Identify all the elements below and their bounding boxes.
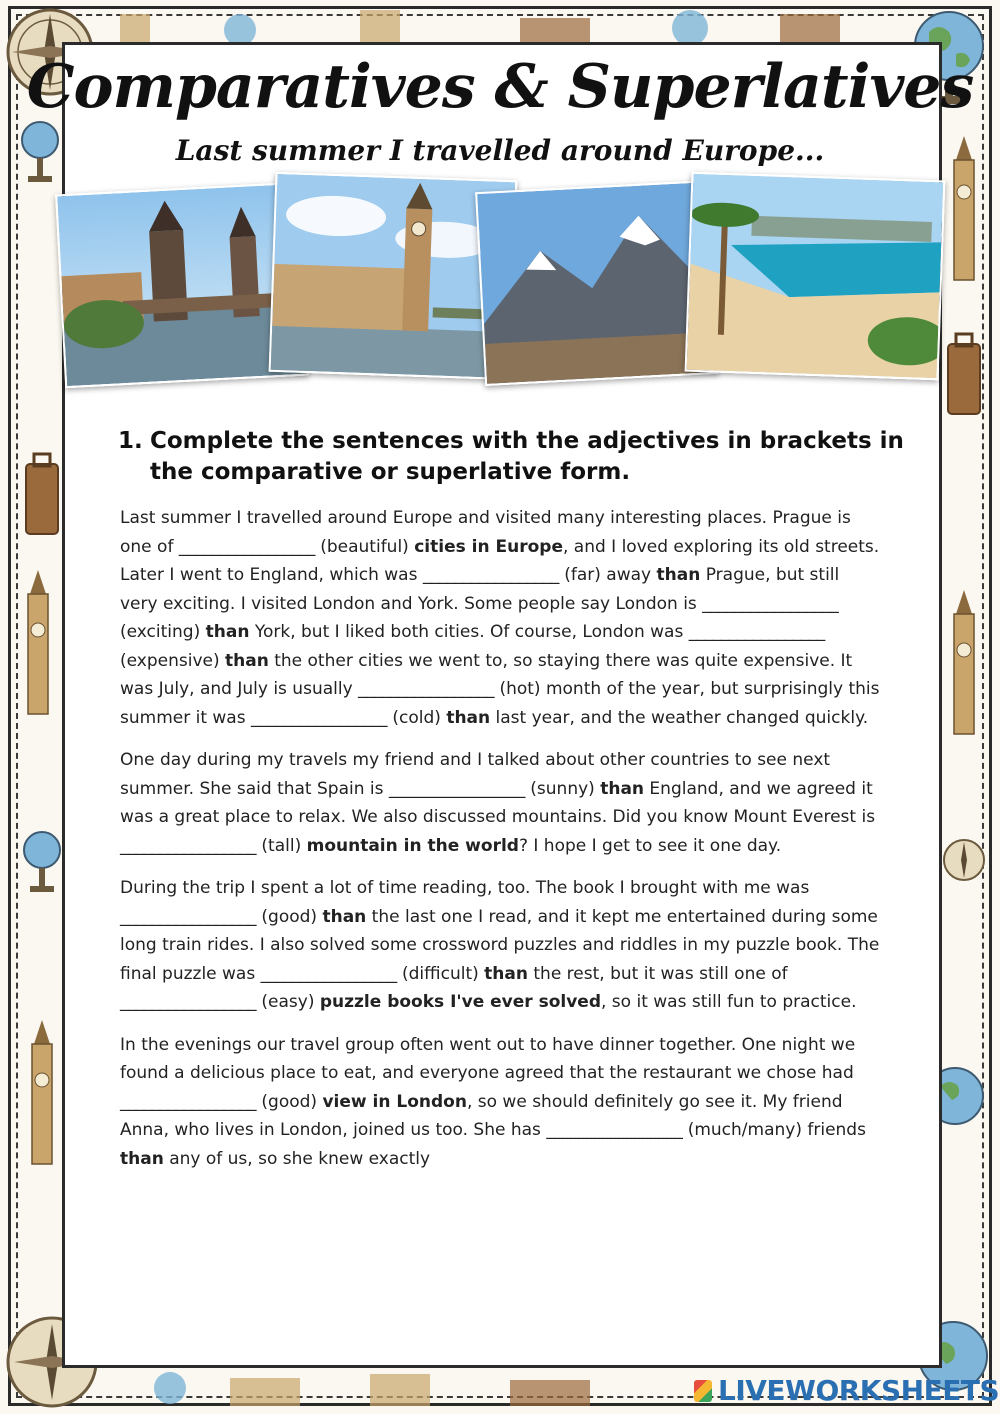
- big-ben-icon-left-low: [22, 1020, 62, 1170]
- paragraph: [120, 746, 880, 860]
- text-segment: (difficult): [396, 963, 485, 984]
- big-ben-icon: [18, 570, 58, 720]
- text-segment: In the evenings our travel group often went out to have dinner together. One night we found a delicious place to eat, and everyone agreed that the restaurant we chose had: [120, 1034, 856, 1083]
- exercise-heading: [118, 426, 908, 488]
- globe-icon-left-mid: [22, 820, 62, 900]
- exercise-number: 1.: [118, 428, 143, 454]
- text-segment: , so we should definitely go see it. My friend Anna, who lives in London, joined us too. She has: [120, 1091, 843, 1140]
- landmarks-top-strip: [120, 4, 900, 44]
- text-segment: the rest, but it was still one of: [527, 963, 788, 984]
- liveworksheets-logo[interactable]: [694, 1374, 999, 1407]
- text-segment: ? I hope I get to see it one day.: [518, 835, 782, 856]
- text-segment: (sunny): [524, 778, 601, 799]
- exercise-instruction: Complete the sentences with the adjectives in brackets in the comparative or superlative form.: [150, 428, 904, 485]
- liveworksheets-label: LIVEWORKSHEETS: [718, 1374, 1000, 1407]
- text-segment: Prague, but still very exciting. I visited London and York. Some people say London is: [120, 565, 840, 614]
- paragraph: [120, 874, 880, 1017]
- text-segment: (exciting): [120, 622, 206, 642]
- bold-keyword: view in London: [322, 1091, 467, 1112]
- bold-keyword: puzzle books I've ever solved: [319, 992, 601, 1012]
- answer-blank[interactable]: _________________: [120, 906, 256, 927]
- answer-blank[interactable]: _________________: [358, 679, 495, 699]
- bold-keyword: than: [484, 963, 528, 984]
- bold-keyword: than: [600, 778, 645, 799]
- text-segment: , and I loved exploring its old streets. Later I went to England, which was: [120, 536, 880, 585]
- text-segment: (good): [256, 906, 323, 927]
- bold-keyword: than: [446, 707, 491, 728]
- compass-icon-right: [942, 820, 986, 900]
- text-segment: (tall): [256, 835, 307, 856]
- text-segment: (hot) month of the year, but surprisingly this summer it was: [120, 679, 880, 728]
- big-ben-icon-right: [944, 590, 984, 740]
- answer-blank[interactable]: _________________: [688, 622, 825, 642]
- text-segment: Last summer I travelled around Europe and visited many interesting places. Prague is one of: [120, 508, 851, 557]
- text-segment: , so it was still fun to practice.: [601, 992, 857, 1012]
- bold-keyword: than: [322, 906, 367, 927]
- answer-blank[interactable]: _________________: [702, 593, 839, 614]
- text-segment: (expensive): [120, 650, 226, 671]
- text-segment: England, and we agreed it was a great place to relax. We also discussed mountains. Did you know Mount Everest is: [120, 778, 876, 827]
- text-segment: (cold): [386, 707, 447, 728]
- bold-keyword: mountain in the world: [306, 835, 519, 856]
- answer-blank[interactable]: _________________: [120, 1091, 256, 1112]
- suitcase-icon-right: [944, 330, 984, 420]
- photo-mountains: [475, 180, 719, 386]
- bold-keyword: than: [120, 1148, 164, 1169]
- text-segment: the other cities we went to, so staying there was quite expensive. It was July, and July is usually: [120, 650, 853, 699]
- text-segment: any of us, so she knew exactly: [163, 1148, 431, 1169]
- answer-blank[interactable]: _________________: [388, 778, 525, 799]
- text-segment: (good): [256, 1091, 323, 1112]
- liveworksheets-icon: [694, 1380, 712, 1402]
- bold-keyword: cities in Europe: [414, 536, 563, 557]
- paragraph: [120, 504, 880, 732]
- text-segment: (easy): [256, 992, 320, 1012]
- answer-blank[interactable]: _________________: [178, 536, 315, 557]
- page-subtitle: Last summer I travelled around Europe...: [175, 134, 825, 167]
- exercise-text: [120, 504, 880, 1187]
- text-segment: (much/many) friends: [682, 1120, 866, 1140]
- answer-blank[interactable]: _________________: [260, 963, 397, 984]
- bold-keyword: than: [205, 622, 250, 642]
- text-segment: (beautiful): [314, 536, 415, 557]
- answer-blank[interactable]: _________________: [422, 565, 559, 585]
- bold-keyword: than: [656, 565, 701, 585]
- text-segment: York, but I liked both cities. Of course, London was: [249, 622, 689, 642]
- answer-blank[interactable]: _________________: [250, 707, 387, 728]
- answer-blank[interactable]: _________________: [546, 1120, 683, 1140]
- answer-blank[interactable]: _________________: [120, 835, 256, 856]
- text-segment: (far) away: [558, 565, 657, 585]
- suitcase-icon: [22, 450, 62, 540]
- answer-blank[interactable]: _________________: [120, 992, 256, 1012]
- bold-keyword: than: [225, 650, 269, 671]
- text-segment: During the trip I spent a lot of time reading, too. The book I brought with me was: [120, 878, 810, 898]
- paragraph: [120, 1031, 880, 1174]
- landmarks-bottom-strip: [110, 1370, 690, 1410]
- text-segment: the last one I read, and it kept me entertained during some long train rides. I also solved some crossword puzzles and riddles in my puzzle book. The final puzzle was: [120, 906, 880, 984]
- text-segment: last year, and the weather changed quickly.: [490, 707, 869, 728]
- page-title: Comparatives & Superlatives: [26, 52, 974, 122]
- photo-beach: [685, 172, 946, 381]
- text-segment: One day during my travels my friend and I talked about other countries to see next summer. She said that Spain is: [120, 750, 831, 799]
